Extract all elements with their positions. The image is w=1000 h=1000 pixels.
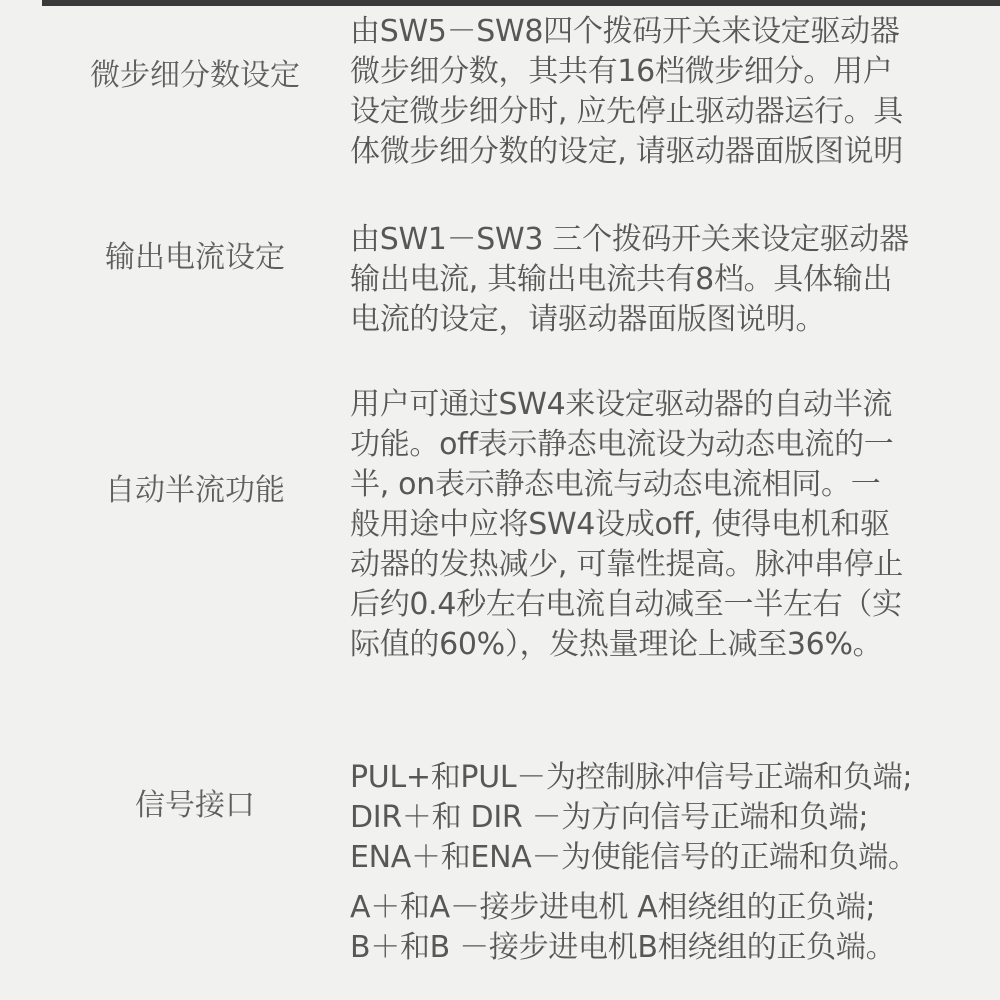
row-label-output-current: 输出电流设定 (105, 240, 285, 275)
row-description-signal-interface (350, 758, 1000, 968)
table-top-rule (42, 0, 1000, 6)
description-line: PUL+和PUL－为控制脉冲信号正端和负端; (350, 760, 913, 795)
description-line: 由SW5－SW8四个拨码开关来设定驱动器 (350, 14, 900, 49)
description-line: 设定微步细分时, 应先停止驱动器运行。具 (350, 94, 904, 129)
row-label-auto-half-current: 自动半流功能 (105, 473, 285, 508)
description-line: 半, on表示静态电流与动态电流相同。一 (350, 467, 881, 502)
row-label-microstep: 微步细分数设定 (90, 58, 300, 93)
description-line: 体微步细分数的设定, 请驱动器面版图说明 (350, 134, 904, 169)
description-line: 般用途中应将SW4设成off, 使得电机和驱 (350, 507, 890, 542)
description-line: A＋和A－接步进电机 A相绕组的正负端; (350, 890, 876, 925)
description-line: 功能。off表示静态电流设为动态电流的一 (350, 427, 894, 462)
description-line: 际值的60%），发热量理论上减至36%。 (350, 627, 883, 662)
description-line: 动器的发热减少, 可靠性提高。脉冲串停止 (350, 547, 904, 582)
row-description-output-current (350, 220, 1000, 340)
description-line: DIR＋和 DIR －为方向信号正端和负端; (350, 800, 869, 835)
description-line: 后约0.4秒左右电流自动减至一半左右（实 (350, 587, 902, 622)
description-line: 用户可通过SW4来设定驱动器的自动半流 (350, 387, 893, 422)
row-description-microstep (350, 12, 1000, 172)
description-line: 由SW1－SW3 三个拨码开关来设定驱动器 (350, 222, 909, 257)
row-description-auto-half-current (350, 385, 1000, 665)
description-line: B＋和B －接步进电机B相绕组的正负端。 (350, 930, 896, 965)
description-line: 微步细分数，其共有16档微步细分。用户 (350, 54, 893, 89)
row-label-signal-interface: 信号接口 (135, 788, 255, 823)
description-line: ENA＋和ENA－为使能信号的正端和负端。 (350, 840, 918, 875)
description-line: 电流的设定，请驱动器面版图说明。 (350, 302, 826, 337)
line-gap (350, 878, 1000, 888)
description-line: 输出电流, 其输出电流共有8档。具体输出 (350, 262, 893, 297)
